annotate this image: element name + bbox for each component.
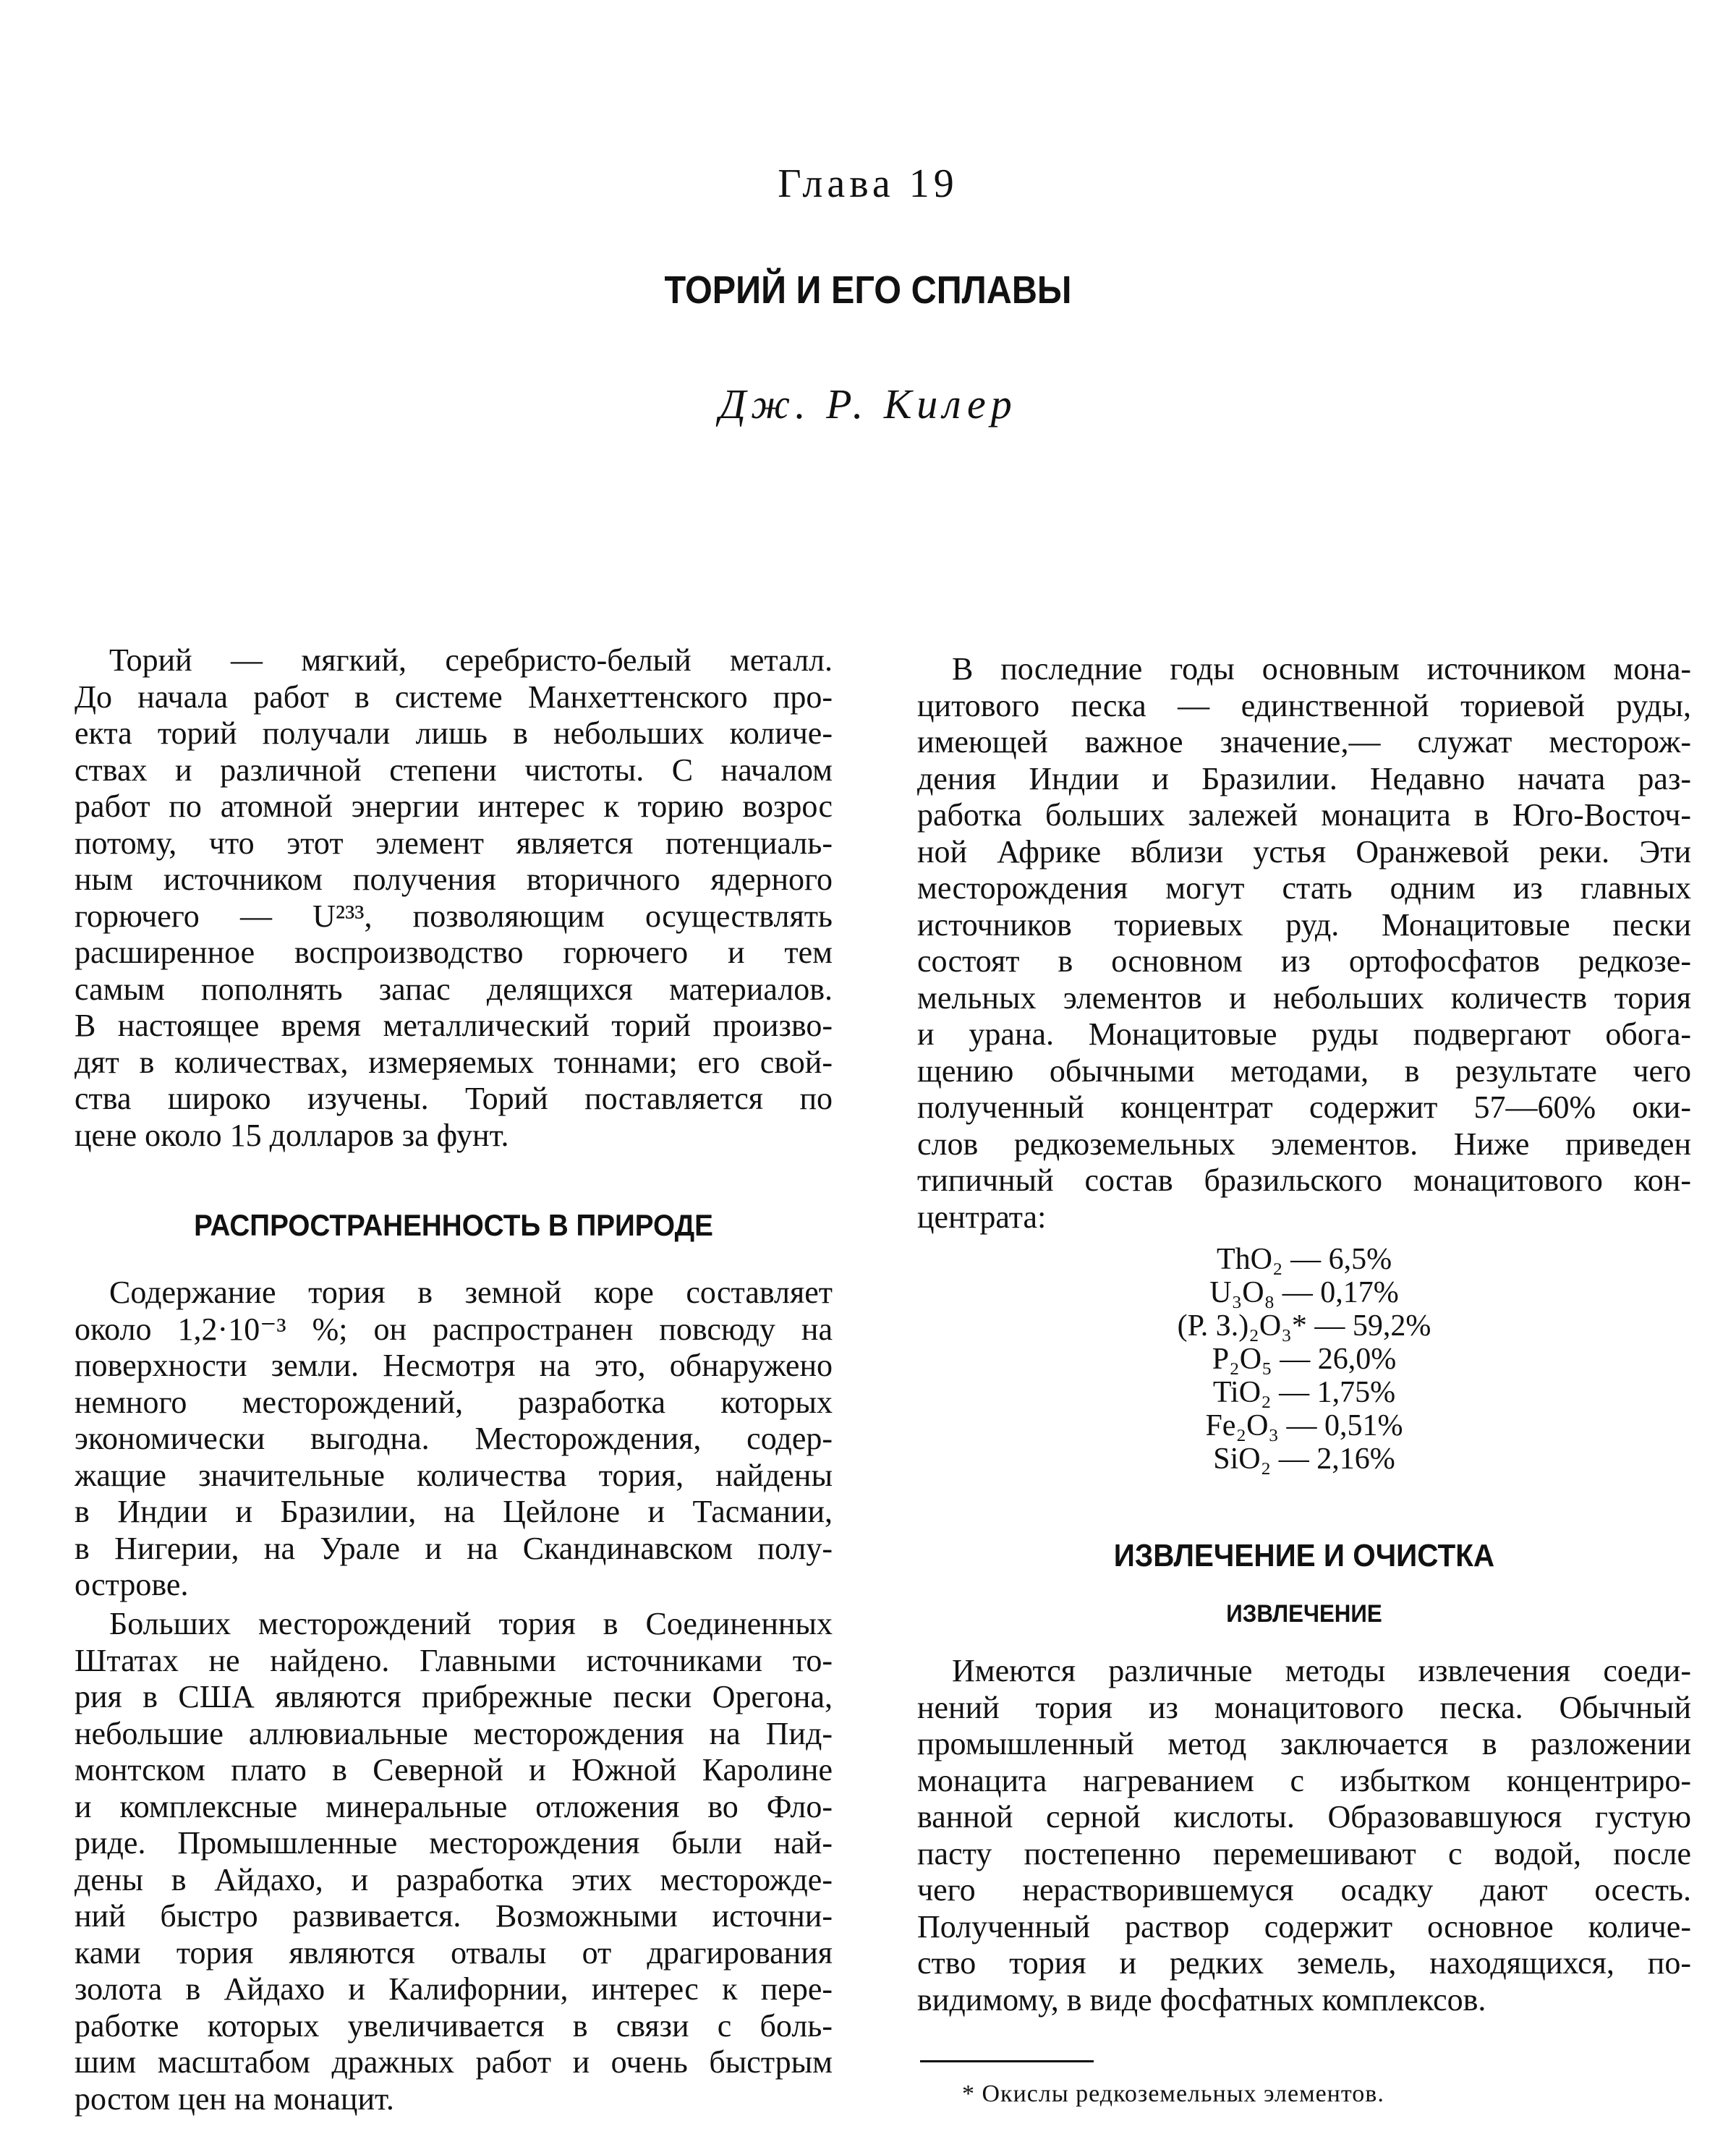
text-line: поверхности земли. Несмотря на это, обнаружено [75,1348,833,1383]
composition-row: ThO₂ — 6,5% [1216,1243,1392,1276]
composition-row: Fe₂O₃ — 0,51% [1205,1409,1403,1442]
text-line: нений тория из монацитового песка. Обычный [917,1689,1691,1725]
text-line: горючего — U²³³, позволяющим осуществлять [75,898,833,934]
text-line: экономически выгодна. Месторождения, содер- [75,1421,833,1456]
subheading-extraction: ИЗВЛЕЧЕНИЕ [1226,1600,1382,1628]
text-line: До начала работ в системе Манхеттенского про- [75,679,833,715]
text-line: екта торий получали лишь в небольших количе- [75,715,833,751]
text-line: ванной серной кислоты. Образовавшуюся густую [917,1799,1691,1835]
text-line: Больших месторождений тория в Соединенных [109,1606,833,1641]
text-line: в Нигерии, на Урале и на Скандинавском полу- [75,1530,833,1566]
text-line: цитового песка — единственной ториевой руды, [917,687,1691,723]
text-line: небольшие аллювиальные месторождения на Пид- [75,1715,833,1751]
text-line: источников ториевых руд. Монацитовые пески [917,906,1691,943]
text-line: месторождения могут стать одним из главных [917,870,1691,906]
text-line: ство тория и редких земель, находящихся, по- [917,1945,1691,1981]
text-line: риде. Промышленные месторождения были най- [75,1825,833,1861]
text-line: состоят в основном из ортофосфатов редкозе- [917,943,1691,979]
text-line: слов редкоземельных элементов. Ниже приведен [917,1126,1691,1162]
occurrence-paragraph-1 [75,1275,833,1604]
text-line: ствах и различной степени чистоты. С началом [75,752,833,788]
chapter-title: ТОРИЙ И ЕГО СПЛАВЫ [664,268,1072,312]
author: Дж. Р. Килер [719,381,1017,428]
extraction-paragraph [917,1653,1691,2018]
text-line: и комплексные минеральные отложения во Фло- [75,1788,833,1824]
intro-paragraph [75,642,833,1154]
text-line: Штатах не найдено. Главными источниками то- [75,1642,833,1678]
text-line: чего нерастворившемуся осадку дают осесть. [917,1872,1691,1908]
text-line: около 1,2·10⁻³ %; он распространен повсюду на [75,1311,833,1347]
section-heading-occurrence: РАСПРОСТРАНЕННОСТЬ В ПРИРОДЕ [194,1208,713,1242]
text-line: полученный концентрат содержит 57—60% оки- [917,1089,1691,1125]
text-line: ний быстро развивается. Возможными источни- [75,1898,833,1934]
composition-row: (Р. З.)₂O₃* — 59,2% [1177,1309,1431,1343]
text-line: самым пополнять запас делящихся материалов. [75,971,833,1007]
section-heading-extraction: ИЗВЛЕЧЕНИЕ И ОЧИСТКА [1113,1538,1495,1573]
text-line: промышленный метод заключается в разложении [917,1726,1691,1761]
text-line: острове. [75,1567,189,1602]
text-line: шим масштабом дражных работ и очень быстрым [75,2044,833,2080]
text-line: цене около 15 долларов за фунт. [75,1117,509,1153]
text-line: Полученный раствор содержит основное количе- [917,1908,1691,1944]
text-line: пасту постепенно перемешивают с водой, после [917,1835,1691,1871]
composition-row: SiO₂ — 2,16% [1213,1442,1395,1476]
text-line: дят в количествах, измеряемых тоннами; его свой- [75,1044,833,1080]
text-line: рия в США являются прибрежные пески Орегона, [75,1679,833,1714]
text-line: Содержание тория в земной коре составляет [109,1275,833,1310]
text-line: жащие значительные количества тория, найдены [75,1457,833,1493]
text-line: работка больших залежей монацита в Юго-Восточ- [917,797,1691,833]
chapter-number: Глава 19 [778,161,958,206]
text-line: потому, что этот элемент является потенциаль- [75,825,833,861]
text-line: и урана. Монацитовые руды подвергают обога- [917,1016,1691,1052]
text-line: В настоящее время металлический торий произво- [75,1008,833,1043]
text-line: ной Африке вблизи устья Оранжевой реки. Эти [917,833,1691,870]
text-line: Торий — мягкий, серебристо-белый металл. [109,642,833,678]
text-line: ростом цен на монацит. [75,2080,394,2117]
occurrence-paragraph-2 [75,1606,833,2117]
text-line: дены в Айдахо, и разработка этих месторожде- [75,1861,833,1897]
footnote: * Окислы редкоземельных элементов. [962,2080,1384,2107]
text-line: в Индии и Бразилии, на Цейлоне и Тасмании, [75,1494,833,1529]
text-line: расширенное воспроизводство горючего и тем [75,935,833,970]
text-line: ным источником получения вторичного ядерного [75,862,833,897]
text-line: немного месторождений, разработка которых [75,1384,833,1420]
composition-row: TiO₂ — 1,75% [1212,1376,1396,1409]
monazite-paragraph [917,651,1691,1236]
text-line: видимому, в виде фосфатных комплексов. [917,1981,1486,2018]
composition-row: U₃O₈ — 0,17% [1209,1276,1399,1309]
footnote-divider [920,2060,1094,2062]
text-line: монацита нагреванием с избытком концентриро- [917,1762,1691,1798]
text-line: центрата: [917,1199,1047,1235]
text-line: дения Индии и Бразилии. Недавно начата раз- [917,760,1691,796]
text-line: имеющей важное значение,— служат месторож- [917,724,1691,760]
composition-table [917,1243,1691,1476]
text-line: золота в Айдахо и Калифорнии, интерес к пере- [75,1971,833,2007]
composition-row: P₂O₅ — 26,0% [1212,1343,1397,1376]
text-line: Имеются различные методы извлечения соеди- [952,1653,1691,1688]
text-line: ства широко изучены. Торий поставляется по [75,1081,833,1116]
text-line: монтском плато в Северной и Южной Каролине [75,1752,833,1787]
text-line: ками тория являются отвалы от драгирования [75,1934,833,1971]
text-line: работке которых увеличивается в связи с боль- [75,2007,833,2044]
text-line: мельных элементов и небольших количеств тория [917,979,1691,1016]
text-line: работ по атомной энергии интерес к торию возрос [75,788,833,824]
text-line: типичный состав бразильского монацитового кон- [917,1162,1691,1198]
text-line: щению обычными методами, в результате чего [917,1053,1691,1089]
text-line: В последние годы основным источником мона- [952,651,1691,686]
